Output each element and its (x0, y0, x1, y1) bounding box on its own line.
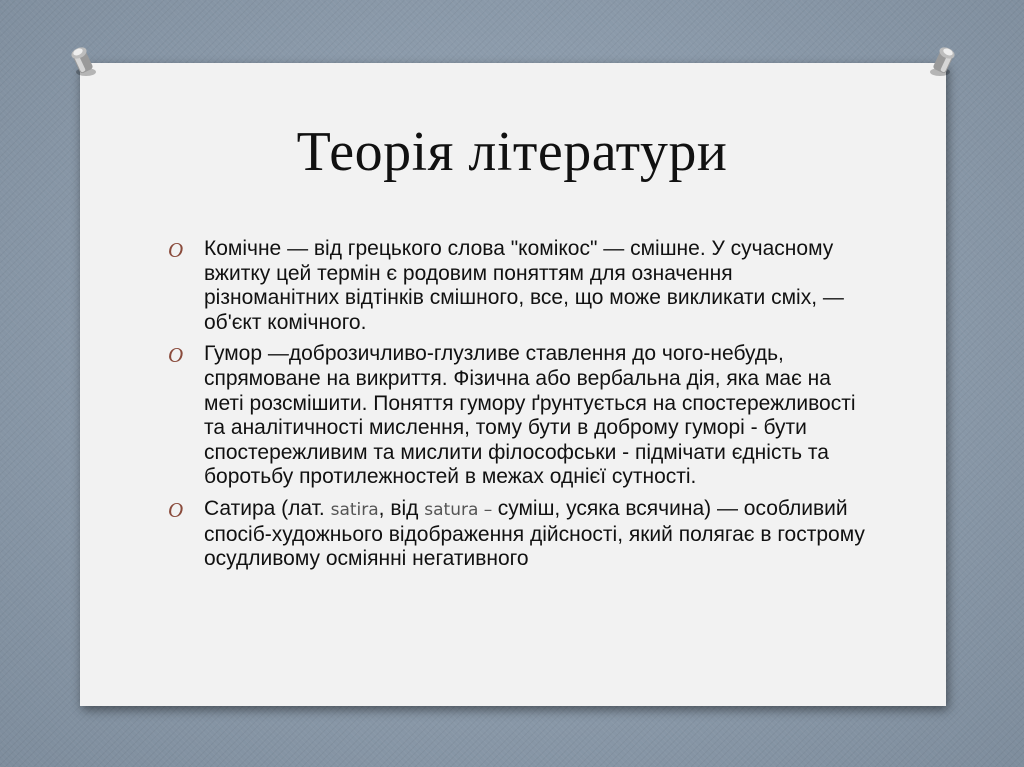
bullet-marker-icon: O (168, 238, 184, 262)
bullet-list (166, 237, 866, 579)
bullet-marker-icon: O (168, 343, 184, 368)
latin-dash: – (478, 499, 498, 520)
bullet-text: Комічне — від грецького слова "комікос" — смішне. У сучасному вжитку цей термін є родовим поняттям для означення різноманітних відтінків смішного, все, що може викликати сміх, — об'єкт комічного. (204, 237, 844, 334)
pushpin-right-icon (922, 42, 962, 82)
bullet-text-part: суміш, усяка всячина) — особливий спосіб-художнього відображення дійсності, який полягає в гострому осудливому осміянні негативного (204, 496, 865, 571)
latin-term: satura (424, 499, 479, 520)
pushpin-left-icon (64, 42, 104, 82)
bullet-item-humor (166, 342, 866, 490)
bullet-text-part: Сатира (лат. (204, 496, 331, 520)
bullet-marker-icon: O (168, 497, 184, 522)
bullet-item-satire (166, 497, 866, 572)
bullet-text: Гумор —доброзичливо-глузливе ставлення до чого-небудь, спрямоване на викриття. Фізична або вербальна дія, яка має на меті розсмішити. Поняття гумору ґрунтується на спостережливості та аналітичності мислення, тому бути в доброму гуморі - бути спостережливим та мислити філософськи - підмічати єдність та боротьбу протилежностей в межах однієї сутності. (204, 342, 856, 489)
latin-term: satira (330, 499, 379, 520)
slide-title: Теорія літератури (296, 121, 728, 183)
bullet-text-part: , від (378, 496, 425, 520)
bullet-item-comic (166, 237, 866, 335)
